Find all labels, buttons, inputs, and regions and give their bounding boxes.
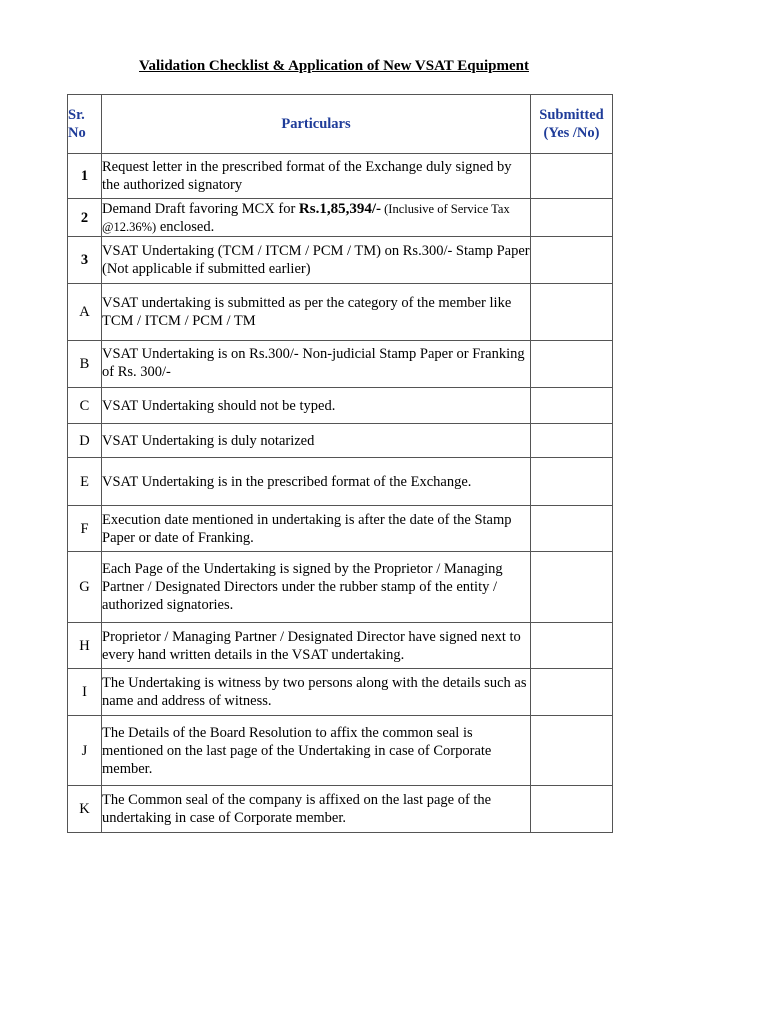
table-row [68, 669, 613, 716]
row-sr: H [68, 623, 102, 669]
row-particulars: VSAT Undertaking is on Rs.300/- Non-judicial Stamp Paper or Franking of Rs. 300/- [102, 341, 531, 388]
row-particulars: Proprietor / Managing Partner / Designated Director have signed next to every hand written details in the VSAT undertaking. [102, 623, 531, 669]
table-row [68, 623, 613, 669]
sr-no-header [68, 95, 102, 154]
table-row [68, 458, 613, 506]
row-particulars: VSAT Undertaking is duly notarized [102, 424, 531, 458]
table-row [68, 284, 613, 341]
table-row [68, 786, 613, 833]
row-particulars: Request letter in the prescribed format of the Exchange duly signed by the authorized signatory [102, 154, 531, 199]
table-row [68, 154, 613, 199]
row-submitted-cell[interactable] [531, 199, 613, 237]
table-row [68, 716, 613, 786]
row-submitted-cell[interactable] [531, 154, 613, 199]
table-row [68, 424, 613, 458]
demand-draft-amount: Rs.1,85,394/- [298, 200, 381, 217]
row-submitted-cell[interactable] [531, 552, 613, 623]
row-particulars: Each Page of the Undertaking is signed by the Proprietor / Managing Partner / Designated Directors under the rubber stamp of the entity / authorized signatories. [102, 552, 531, 623]
row-sr: 2 [68, 199, 102, 237]
row-submitted-cell[interactable] [531, 506, 613, 552]
page-title: Validation Checklist & Application of New VSAT Equipment [139, 58, 529, 74]
row-submitted-cell[interactable] [531, 623, 613, 669]
table-row [68, 388, 613, 424]
row-sr: D [68, 424, 102, 458]
row-particulars: VSAT Undertaking is in the prescribed format of the Exchange. [102, 458, 531, 506]
sr-header-line2: No [68, 125, 86, 141]
submitted-header-line1: Submitted [539, 107, 604, 123]
checklist-table [67, 94, 613, 833]
row-sr: 1 [68, 154, 102, 199]
row-sr: K [68, 786, 102, 833]
row-particulars [102, 199, 531, 237]
row-sr: J [68, 716, 102, 786]
row-text-small: (Inclusive of Service Tax @12.36%) [102, 201, 510, 234]
row-submitted-cell[interactable] [531, 424, 613, 458]
table-row [68, 506, 613, 552]
row-submitted-cell[interactable] [531, 388, 613, 424]
sr-header-line1: Sr. [68, 107, 85, 123]
row-particulars: Execution date mentioned in undertaking is after the date of the Stamp Paper or date of Franking. [102, 506, 531, 552]
row-sr: I [68, 669, 102, 716]
row-submitted-cell[interactable] [531, 341, 613, 388]
row-submitted-cell[interactable] [531, 669, 613, 716]
row-sr: 3 [68, 237, 102, 284]
row-sr: F [68, 506, 102, 552]
row-sr: G [68, 552, 102, 623]
table-row [68, 199, 613, 237]
row-text-before: Demand Draft favoring MCX for [102, 200, 299, 217]
table-row [68, 237, 613, 284]
submitted-header [531, 95, 613, 154]
row-particulars: VSAT undertaking is submitted as per the category of the member like TCM / ITCM / PCM / TM [102, 284, 531, 341]
row-sr: C [68, 388, 102, 424]
row-sr: E [68, 458, 102, 506]
submitted-header-line2: (Yes /No) [543, 125, 600, 141]
table-row [68, 552, 613, 623]
row-particulars: VSAT Undertaking (TCM / ITCM / PCM / TM) on Rs.300/- Stamp Paper (Not applicable if submitted earlier) [102, 237, 531, 284]
row-submitted-cell[interactable] [531, 237, 613, 284]
row-particulars: The Details of the Board Resolution to affix the common seal is mentioned on the last page of the Undertaking in case of Corporate member. [102, 716, 531, 786]
row-particulars: VSAT Undertaking should not be typed. [102, 388, 531, 424]
row-submitted-cell[interactable] [531, 284, 613, 341]
row-particulars: The Common seal of the company is affixed on the last page of the undertaking in case of Corporate member. [102, 786, 531, 833]
row-text-after: enclosed. [156, 218, 215, 235]
row-sr: A [68, 284, 102, 341]
row-particulars: The Undertaking is witness by two persons along with the details such as name and address of witness. [102, 669, 531, 716]
row-submitted-cell[interactable] [531, 716, 613, 786]
row-submitted-cell[interactable] [531, 786, 613, 833]
row-submitted-cell[interactable] [531, 458, 613, 506]
particulars-header: Particulars [102, 95, 531, 154]
row-sr: B [68, 341, 102, 388]
table-row [68, 341, 613, 388]
table-header-row [68, 95, 613, 154]
